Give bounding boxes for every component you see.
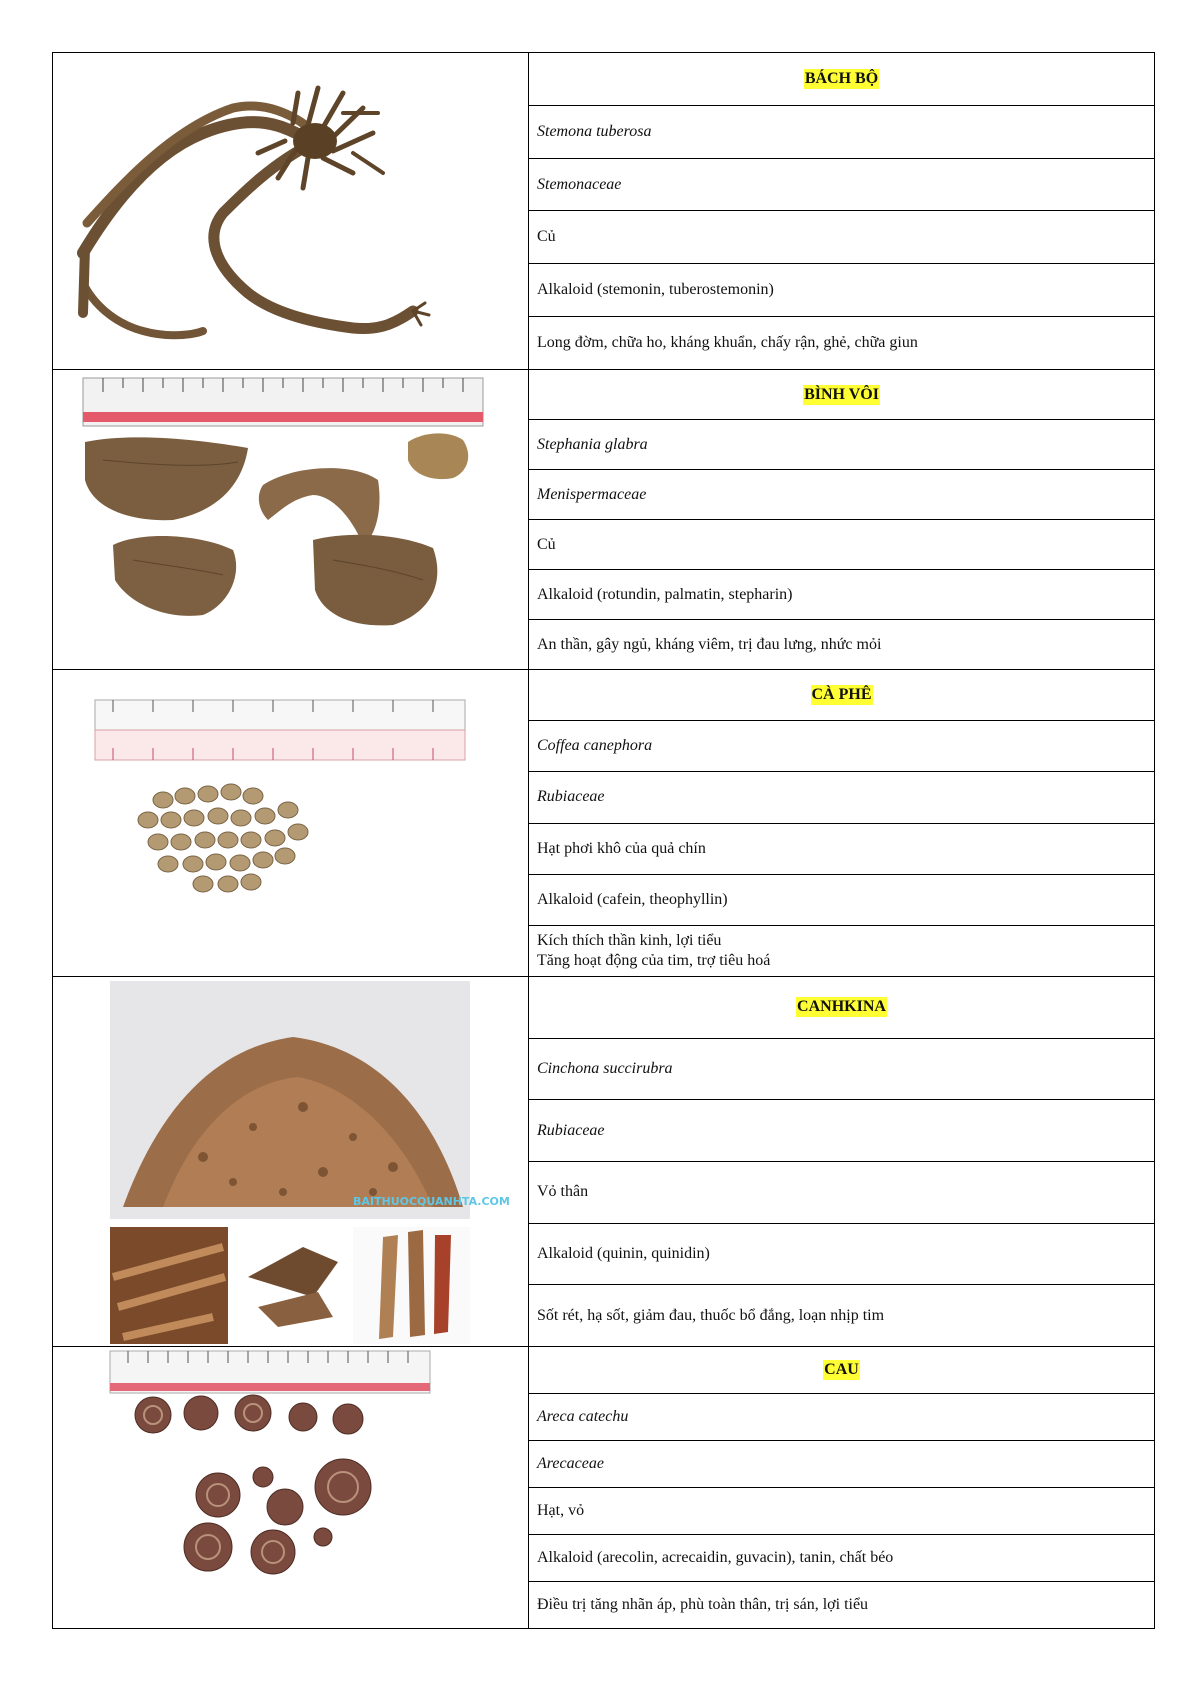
- herb-species: Cinchona succirubra: [529, 1039, 1154, 1101]
- herb-info-cell: [529, 670, 1155, 977]
- herb-name: [529, 670, 1154, 721]
- herb-compounds: Alkaloid (stemonin, tuberostemonin): [529, 264, 1154, 317]
- herb-compounds: Alkaloid (arecolin, acrecaidin, guvacin), tanin, chất béo: [529, 1535, 1154, 1582]
- herb-name-text: BÁCH BỘ: [804, 69, 879, 87]
- herb-info-cell: [529, 977, 1155, 1347]
- herb-photo-cell: [53, 977, 529, 1347]
- herb-compounds: Alkaloid (rotundin, palmatin, stepharin): [529, 570, 1154, 620]
- herb-info-cell: [529, 1347, 1155, 1629]
- herb-info-cell: [529, 370, 1155, 670]
- herb-row: [53, 370, 1155, 670]
- herb-row: [53, 53, 1155, 370]
- herb-part: Vỏ thân: [529, 1162, 1154, 1224]
- herb-family: Arecaceae: [529, 1441, 1154, 1488]
- herb-species: Areca catechu: [529, 1394, 1154, 1441]
- herb-name-text: CAU: [824, 1361, 859, 1378]
- herb-compounds: Alkaloid (cafein, theophyllin): [529, 875, 1154, 926]
- watermark-text: BAITHUOCQUANHTA.COM: [353, 1195, 510, 1208]
- herb-row: [53, 1347, 1155, 1629]
- herb-part: Củ: [529, 520, 1154, 570]
- cau-seed-photo: [53, 1347, 528, 1628]
- herb-family: Rubiaceae: [529, 772, 1154, 823]
- herb-compounds: Alkaloid (quinin, quinidin): [529, 1224, 1154, 1286]
- herb-uses: An thần, gây ngủ, kháng viêm, trị đau lưng, nhức mỏi: [537, 635, 882, 653]
- herb-family: Rubiaceae: [529, 1100, 1154, 1162]
- herb-species: Stemona tuberosa: [529, 106, 1154, 159]
- herb-name: [529, 370, 1154, 420]
- herb-uses: Long đờm, chữa ho, kháng khuẩn, chấy rận, ghẻ, chữa giun: [537, 334, 918, 352]
- herb-species: Coffea canephora: [529, 721, 1154, 772]
- ca-phe-beans-photo: [53, 670, 528, 976]
- herb-photo-cell: [53, 670, 529, 977]
- herb-name: [529, 53, 1154, 106]
- herb-photo-cell: [53, 370, 529, 670]
- herb-name-text: CÀ PHÊ: [811, 686, 872, 704]
- herb-info-cell: [529, 53, 1155, 370]
- herb-table: [52, 52, 1155, 1629]
- herb-species: Stephania glabra: [529, 420, 1154, 470]
- herb-part: Hạt phơi khô của quả chín: [529, 824, 1154, 875]
- herb-name: [529, 977, 1154, 1039]
- herb-name-text: CANHKINA: [797, 998, 886, 1016]
- herb-use-line: Tăng hoạt động của tim, trợ tiêu hoá: [537, 951, 771, 969]
- bach-bo-root-photo: [53, 53, 528, 369]
- herb-photo-cell: [53, 1347, 529, 1629]
- herb-uses: [529, 926, 1154, 976]
- herb-name-text: BÌNH VÔI: [804, 385, 879, 403]
- herb-part: Hạt, vỏ: [529, 1488, 1154, 1535]
- herb-uses: Điều trị tăng nhãn áp, phù toàn thân, trị sán, lợi tiểu: [537, 1596, 869, 1613]
- canhkina-bark-photo: [53, 977, 528, 1346]
- herb-family: Menispermaceae: [529, 470, 1154, 520]
- herb-family: Stemonaceae: [529, 159, 1154, 212]
- herb-photo-cell: [53, 53, 529, 370]
- herb-use-line: Kích thích thần kinh, lợi tiểu: [537, 931, 722, 949]
- binh-voi-tuber-photo: [53, 370, 528, 669]
- herb-name: [529, 1347, 1154, 1394]
- herb-row: [53, 977, 1155, 1347]
- herb-part: Củ: [529, 211, 1154, 264]
- herb-row: [53, 670, 1155, 977]
- herb-uses: Sốt rét, hạ sốt, giảm đau, thuốc bổ đắng, loạn nhịp tim: [537, 1306, 885, 1324]
